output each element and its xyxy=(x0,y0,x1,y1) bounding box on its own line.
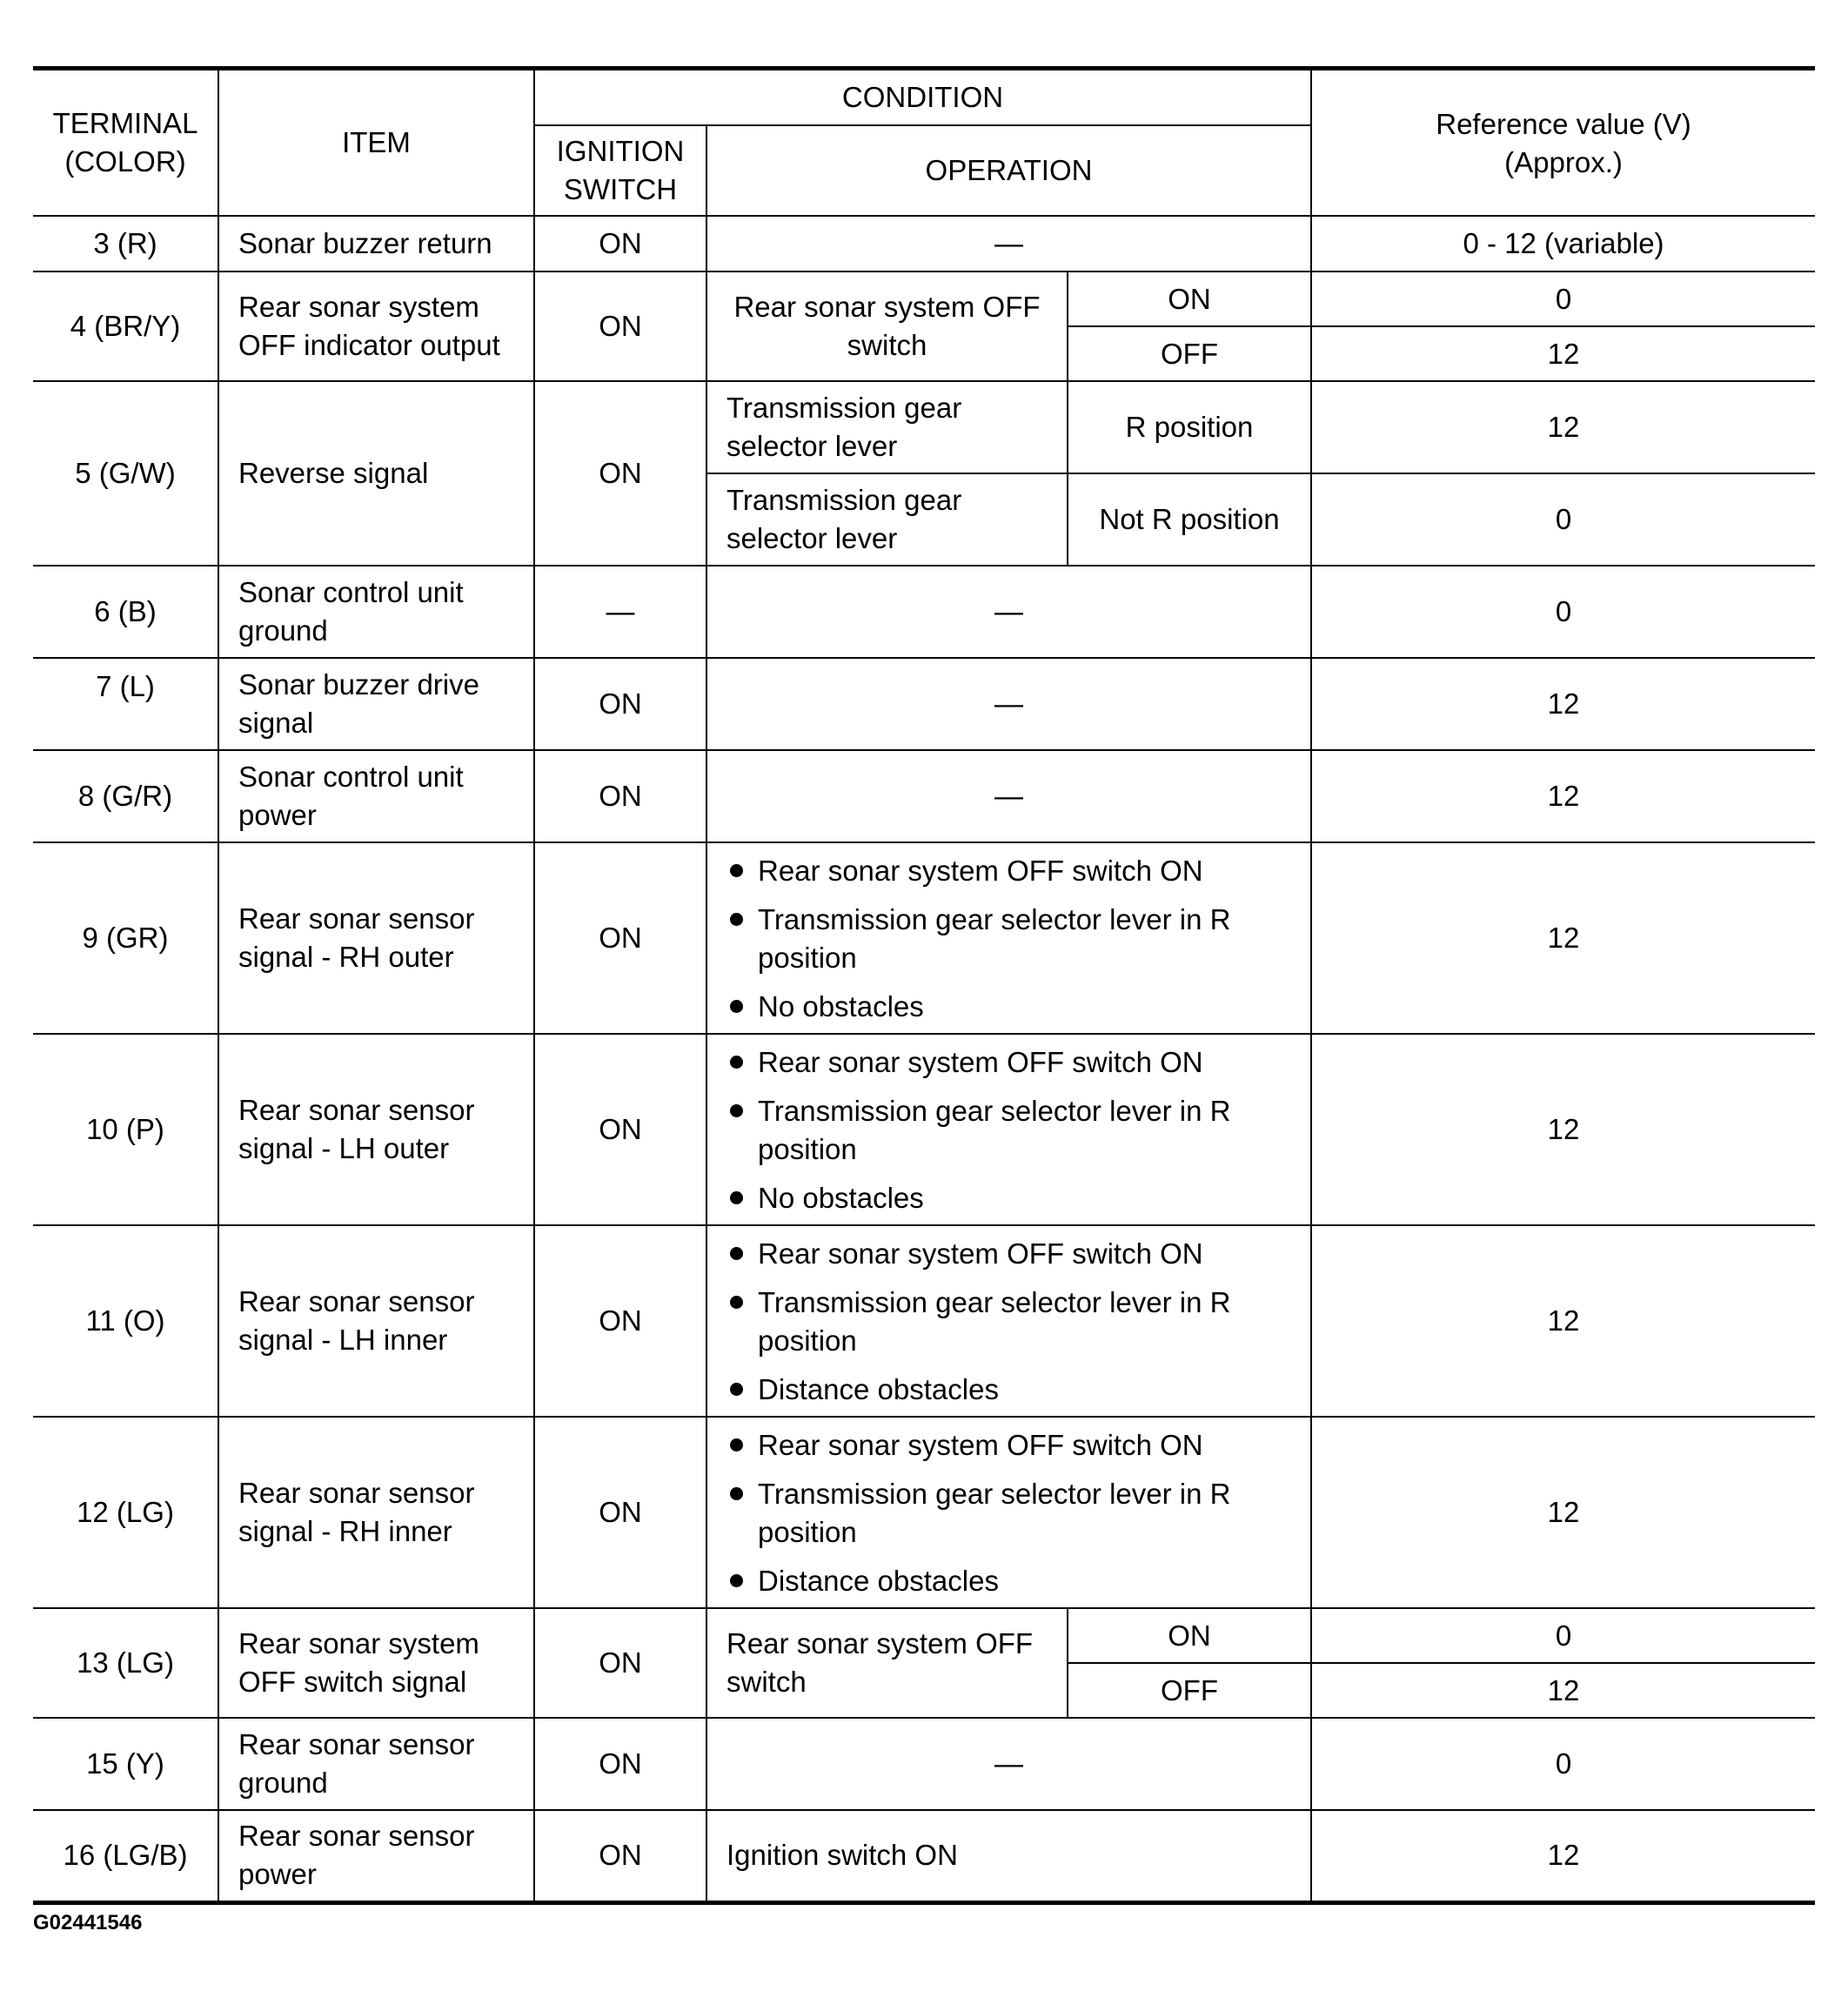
terminal-cell: 16 (LG/B) xyxy=(33,1810,218,1902)
item-cell: Sonar control unit ground xyxy=(218,566,534,658)
operation-cell: Transmission gear selector lever xyxy=(706,381,1068,473)
operation-cell xyxy=(706,1034,1311,1225)
list-item: Rear sonar system OFF switch ON xyxy=(726,1235,1291,1273)
reference-value-cell: 12 xyxy=(1311,842,1815,1034)
terminal-cell: 15 (Y) xyxy=(33,1718,218,1810)
ignition-cell: ON xyxy=(534,272,706,381)
table-row xyxy=(33,842,1815,1034)
item-cell: Rear sonar sensor power xyxy=(218,1810,534,1902)
sub-condition-cell: ON xyxy=(1068,1608,1311,1663)
reference-value-cell: 12 xyxy=(1311,1225,1815,1417)
table-row xyxy=(33,1810,1815,1902)
list-item: Rear sonar system OFF switch ON xyxy=(726,1426,1291,1465)
list-item: No obstacles xyxy=(726,1179,1291,1217)
ignition-cell: ON xyxy=(534,216,706,272)
reference-value-cell: 0 xyxy=(1311,1718,1815,1810)
reference-value-cell: 0 xyxy=(1311,473,1815,566)
ignition-cell: ON xyxy=(534,1718,706,1810)
table-row xyxy=(33,216,1815,272)
item-cell: Rear sonar sensor ground xyxy=(218,1718,534,1810)
operation-cell: Transmission gear selector lever xyxy=(706,473,1068,566)
ignition-cell: ON xyxy=(534,842,706,1034)
header-operation: OPERATION xyxy=(706,125,1311,216)
table-row xyxy=(33,381,1815,473)
list-item: Transmission gear selector lever in R position xyxy=(726,1284,1291,1360)
item-cell: Sonar buzzer return xyxy=(218,216,534,272)
header-condition-label: CONDITION xyxy=(535,70,1312,124)
reference-value-cell: 12 xyxy=(1311,1417,1815,1608)
sub-condition-cell: R position xyxy=(1068,381,1311,473)
condition-list xyxy=(726,852,1291,1026)
ignition-cell: ON xyxy=(534,1034,706,1225)
table-row xyxy=(33,1608,1815,1663)
table-row xyxy=(33,1417,1815,1608)
list-item: Rear sonar system OFF switch ON xyxy=(726,1043,1291,1082)
terminal-cell: 3 (R) xyxy=(33,216,218,272)
list-item: Transmission gear selector lever in R position xyxy=(726,1092,1291,1169)
reference-value-cell: 0 - 12 (variable) xyxy=(1311,216,1815,272)
operation-cell: Ignition switch ON xyxy=(706,1810,1311,1902)
list-item: Rear sonar system OFF switch ON xyxy=(726,852,1291,890)
item-cell: Sonar control unit power xyxy=(218,750,534,842)
terminal-cell: 4 (BR/Y) xyxy=(33,272,218,381)
header-ignition-switch: IGNITION SWITCH xyxy=(534,125,706,216)
ignition-cell: ON xyxy=(534,750,706,842)
terminal-cell: 8 (G/R) xyxy=(33,750,218,842)
reference-value-cell: 12 xyxy=(1311,658,1815,750)
table-row xyxy=(33,566,1815,658)
item-cell: Sonar buzzer drive signal xyxy=(218,658,534,750)
ignition-cell: ON xyxy=(534,1810,706,1902)
header-item: ITEM xyxy=(218,69,534,217)
ignition-cell: ON xyxy=(534,658,706,750)
terminal-cell: 5 (G/W) xyxy=(33,381,218,566)
ignition-cell: ON xyxy=(534,1608,706,1718)
item-cell: Reverse signal xyxy=(218,381,534,566)
table-row xyxy=(33,272,1815,326)
ignition-cell: ON xyxy=(534,1417,706,1608)
condition-list xyxy=(726,1235,1291,1409)
table-row xyxy=(33,1718,1815,1810)
list-item: Transmission gear selector lever in R position xyxy=(726,1475,1291,1552)
list-item: No obstacles xyxy=(726,988,1291,1026)
ignition-cell: ON xyxy=(534,381,706,566)
terminal-cell: 11 (O) xyxy=(33,1225,218,1417)
sub-condition-cell: Not R position xyxy=(1068,473,1311,566)
reference-value-cell: 12 xyxy=(1311,1810,1815,1902)
ignition-cell: ON xyxy=(534,1225,706,1417)
reference-value-cell: 12 xyxy=(1311,750,1815,842)
item-cell: Rear sonar system OFF indicator output xyxy=(218,272,534,381)
reference-value-cell: 12 xyxy=(1311,1034,1815,1225)
terminal-cell: 12 (LG) xyxy=(33,1417,218,1608)
sub-condition-cell: ON xyxy=(1068,272,1311,326)
table-row xyxy=(33,1225,1815,1417)
item-cell: Rear sonar sensor signal - RH outer xyxy=(218,842,534,1034)
item-cell: Rear sonar sensor signal - LH outer xyxy=(218,1034,534,1225)
list-item: Transmission gear selector lever in R position xyxy=(726,901,1291,977)
operation-cell: — xyxy=(706,658,1311,750)
reference-value-cell: 12 xyxy=(1311,381,1815,473)
terminal-cell: 10 (P) xyxy=(33,1034,218,1225)
item-cell: Rear sonar sensor signal - LH inner xyxy=(218,1225,534,1417)
terminal-reference-table xyxy=(33,66,1815,1905)
figure-code: G02441546 xyxy=(33,1911,143,1934)
item-cell: Rear sonar system OFF switch signal xyxy=(218,1608,534,1718)
operation-cell: — xyxy=(706,216,1311,272)
operation-cell: — xyxy=(706,750,1311,842)
reference-value-cell: 0 xyxy=(1311,272,1815,326)
condition-list xyxy=(726,1043,1291,1217)
ignition-cell: — xyxy=(534,566,706,658)
header-terminal: TERMINAL (COLOR) xyxy=(33,69,218,217)
table-row xyxy=(33,750,1815,842)
operation-cell xyxy=(706,1417,1311,1608)
terminal-cell: 13 (LG) xyxy=(33,1608,218,1718)
reference-value-cell: 12 xyxy=(1311,326,1815,381)
reference-value-cell: 12 xyxy=(1311,1663,1815,1718)
table-row xyxy=(33,1034,1815,1225)
sub-condition-cell: OFF xyxy=(1068,326,1311,381)
operation-cell: Rear sonar system OFF switch xyxy=(706,272,1068,381)
operation-cell xyxy=(706,1225,1311,1417)
operation-cell: — xyxy=(706,1718,1311,1810)
terminal-cell: 6 (B) xyxy=(33,566,218,658)
table-row xyxy=(33,658,1815,750)
list-item: Distance obstacles xyxy=(726,1562,1291,1600)
terminal-cell: 7 (L) xyxy=(33,658,218,750)
reference-value-cell: 0 xyxy=(1311,566,1815,658)
sub-condition-cell: OFF xyxy=(1068,1663,1311,1718)
reference-value-cell: 0 xyxy=(1311,1608,1815,1663)
terminal-reference-sheet xyxy=(33,66,1815,1905)
operation-cell: — xyxy=(706,566,1311,658)
operation-cell xyxy=(706,842,1311,1034)
header-reference-value: Reference value (V) (Approx.) xyxy=(1311,98,1815,189)
condition-list xyxy=(726,1426,1291,1600)
terminal-cell: 9 (GR) xyxy=(33,842,218,1034)
list-item: Distance obstacles xyxy=(726,1371,1291,1409)
operation-cell: Rear sonar system OFF switch xyxy=(706,1608,1068,1718)
item-cell: Rear sonar sensor signal - RH inner xyxy=(218,1417,534,1608)
